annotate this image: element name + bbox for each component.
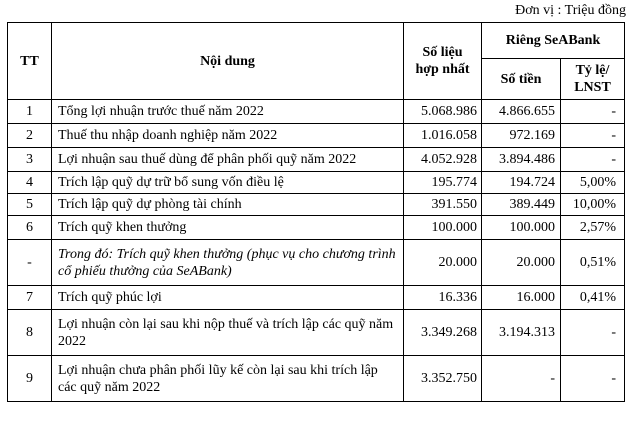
row-consolidated: 3.352.750	[404, 356, 482, 402]
row-amount: 100.000	[482, 216, 561, 240]
row-tt: 1	[8, 100, 52, 124]
row-consolidated: 391.550	[404, 194, 482, 216]
row-content: Lợi nhuận còn lại sau khi nộp thuế và trích lập các quỹ năm 2022	[52, 310, 404, 356]
row-ratio: -	[561, 100, 625, 124]
header-ratio	[561, 59, 625, 100]
row-amount: 20.000	[482, 240, 561, 286]
row-content: Lợi nhuận chưa phân phối lũy kế còn lại sau khi trích lập các quỹ năm 2022	[52, 356, 404, 402]
table-row	[8, 100, 625, 124]
row-amount: 3.194.313	[482, 310, 561, 356]
table-row	[8, 356, 625, 402]
header-tt: TT	[8, 23, 52, 100]
row-ratio: 10,00%	[561, 194, 625, 216]
row-amount: 194.724	[482, 172, 561, 194]
row-consolidated: 3.349.268	[404, 310, 482, 356]
row-tt: 2	[8, 124, 52, 148]
row-amount: 3.894.486	[482, 148, 561, 172]
profit-distribution-table	[7, 22, 625, 402]
header-consolidated-line2: hợp nhất	[415, 62, 470, 77]
row-ratio: -	[561, 310, 625, 356]
row-consolidated: 100.000	[404, 216, 482, 240]
row-amount: 972.169	[482, 124, 561, 148]
row-tt: 4	[8, 172, 52, 194]
unit-label: Đơn vị : Triệu đồng	[515, 3, 626, 18]
row-content: Trong đó: Trích quỹ khen thưởng (phục vụ cho chương trình cổ phiếu thưởng của SeABank)	[52, 240, 404, 286]
table-row	[8, 194, 625, 216]
row-ratio: -	[561, 148, 625, 172]
header-amount: Số tiền	[482, 59, 561, 100]
row-content: Trích lập quỹ dự trữ bổ sung vốn điều lệ	[52, 172, 404, 194]
row-content: Thuế thu nhập doanh nghiệp năm 2022	[52, 124, 404, 148]
row-content: Lợi nhuận sau thuế dùng để phân phối quỹ năm 2022	[52, 148, 404, 172]
header-separate: Riêng SeABank	[482, 23, 625, 59]
table-row	[8, 124, 625, 148]
row-tt: 5	[8, 194, 52, 216]
table-row	[8, 240, 625, 286]
row-content: Trích lập quỹ dự phòng tài chính	[52, 194, 404, 216]
header-ratio-line2: LNST	[574, 80, 611, 95]
row-amount: -	[482, 356, 561, 402]
header-consolidated	[404, 23, 482, 100]
table-row	[8, 172, 625, 194]
row-ratio: 5,00%	[561, 172, 625, 194]
row-consolidated: 1.016.058	[404, 124, 482, 148]
row-amount: 389.449	[482, 194, 561, 216]
row-tt: 3	[8, 148, 52, 172]
row-consolidated: 16.336	[404, 286, 482, 310]
header-content: Nội dung	[52, 23, 404, 100]
row-content: Trích quỹ phúc lợi	[52, 286, 404, 310]
row-amount: 4.866.655	[482, 100, 561, 124]
row-tt: -	[8, 240, 52, 286]
row-ratio: 2,57%	[561, 216, 625, 240]
header-consolidated-line1: Số liệu	[422, 45, 463, 60]
header-ratio-line1: Tỷ lệ/	[575, 63, 610, 78]
row-tt: 6	[8, 216, 52, 240]
table-row	[8, 286, 625, 310]
row-tt: 7	[8, 286, 52, 310]
table-row	[8, 148, 625, 172]
row-ratio: 0,41%	[561, 286, 625, 310]
row-consolidated: 195.774	[404, 172, 482, 194]
row-content: Tổng lợi nhuận trước thuế năm 2022	[52, 100, 404, 124]
table-row	[8, 310, 625, 356]
row-consolidated: 20.000	[404, 240, 482, 286]
row-ratio: 0,51%	[561, 240, 625, 286]
row-consolidated: 5.068.986	[404, 100, 482, 124]
row-ratio: -	[561, 356, 625, 402]
row-tt: 9	[8, 356, 52, 402]
row-ratio: -	[561, 124, 625, 148]
row-content: Trích quỹ khen thưởng	[52, 216, 404, 240]
row-tt: 8	[8, 310, 52, 356]
table-row	[8, 216, 625, 240]
row-amount: 16.000	[482, 286, 561, 310]
row-consolidated: 4.052.928	[404, 148, 482, 172]
